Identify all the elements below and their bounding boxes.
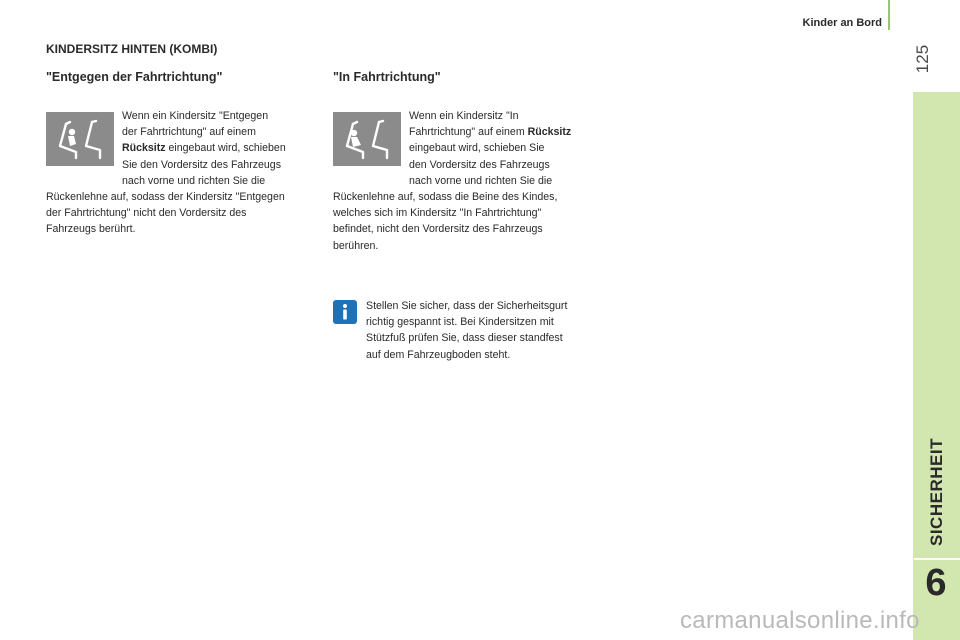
- text-line: berühren.: [333, 239, 379, 252]
- text-line: [333, 124, 605, 140]
- text-line: [46, 140, 318, 156]
- text-line: eingebaut wird, schieben Sie: [409, 142, 545, 155]
- chapter-title: Kinder an Bord: [802, 17, 882, 29]
- section-name: SICHERHEIT: [927, 438, 946, 546]
- text-line: Sie den Vordersitz des Fahrzeugs: [122, 158, 281, 171]
- text-line: nach vorne und richten Sie die: [409, 174, 553, 187]
- header-divider: [888, 0, 890, 30]
- rear-facing-heading: "Entgegen der Fahrtrichtung": [46, 70, 223, 84]
- bold-term: Rücksitz: [527, 126, 572, 139]
- page-number: 125: [913, 44, 932, 74]
- info-note: [366, 298, 606, 363]
- watermark: carmanualsonline.info: [680, 607, 920, 634]
- text-line: Wenn ein Kindersitz "In: [409, 110, 519, 122]
- chapter-number: 6: [925, 562, 947, 604]
- text-line: Stellen Sie sicher, dass der Sicherheitsgurt: [366, 300, 568, 312]
- text-line: den Vordersitz des Fahrzeugs: [409, 158, 550, 171]
- text-line: befindet, nicht den Vordersitz des Fahrzeugs: [333, 223, 543, 236]
- forward-facing-heading: "In Fahrtrichtung": [333, 70, 441, 84]
- text-line: der Fahrtrichtung" nicht den Vordersitz des: [46, 207, 247, 220]
- bold-term: Rücksitz: [122, 142, 166, 155]
- text-line: Rückenlehne auf, sodass der Kindersitz "Entgegen: [46, 191, 285, 204]
- section-title: KINDERSITZ HINTEN (KOMBI): [46, 42, 218, 56]
- text-line: Stützfuß prüfen Sie, dass dieser standfest: [366, 332, 563, 345]
- text-line: der Fahrtrichtung" auf einem: [122, 126, 256, 139]
- text-line: Fahrzeugs berührt.: [46, 223, 136, 236]
- text-line: Rückenlehne auf, sodass die Beine des Kindes,: [333, 191, 558, 204]
- side-tab-divider: [914, 558, 960, 560]
- forward-facing-paragraph: [333, 108, 605, 254]
- text-line: richtig gespannt ist. Bei Kindersitzen mit: [366, 316, 554, 329]
- text-fragment: eingebaut wird, schieben: [165, 142, 286, 155]
- text-line: auf dem Fahrzeugboden steht.: [366, 348, 511, 361]
- text-fragment: Fahrtrichtung" auf einem: [409, 126, 528, 139]
- text-line: welches sich im Kindersitz "In Fahrtrichtung": [333, 207, 542, 220]
- info-icon: [333, 300, 357, 324]
- text-line: Wenn ein Kindersitz "Entgegen: [122, 110, 269, 122]
- text-line: nach vorne und richten Sie die: [122, 174, 266, 187]
- rear-facing-paragraph: [46, 108, 318, 238]
